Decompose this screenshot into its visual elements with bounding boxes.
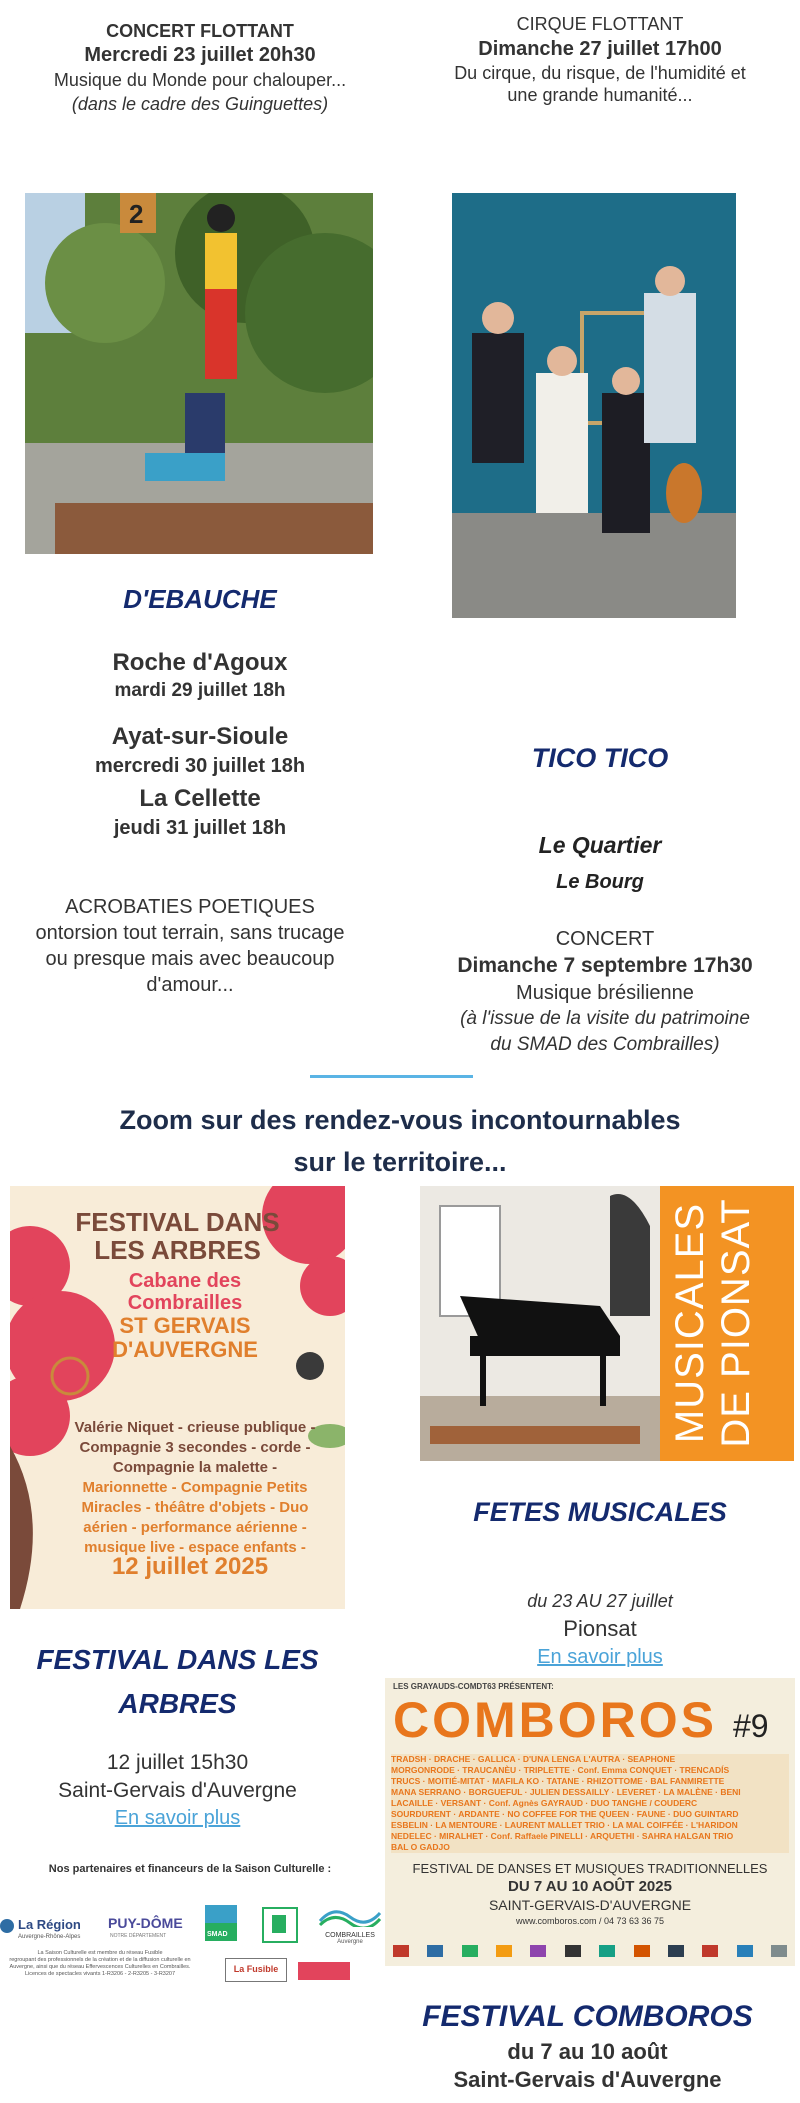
- festival-poster-lineup-7: musique live - espace enfants -: [84, 1539, 306, 1556]
- zoom-heading-line-1: Zoom sur des rendez-vous incontournables: [119, 1105, 681, 1135]
- comboros-poster-web: www.comboros.com / 04 73 63 36 75: [515, 1916, 665, 1926]
- comboros-title: FESTIVAL COMBOROS: [422, 2000, 753, 2033]
- festival-poster-title-1: FESTIVAL DANS: [75, 1207, 280, 1237]
- fetes-details: [400, 1588, 800, 1670]
- partners-fine-4: Licences de spectacles vivants 1-R3206 - 2-R3205 - 3-R3207: [24, 1971, 176, 1977]
- sponsor-logo-icon: [668, 1945, 684, 1957]
- festival-arbres-title-2: ARBRES: [118, 1688, 237, 1719]
- pionsat-poster[interactable]: [420, 1186, 794, 1461]
- debauche-desc-3: d'amour...: [146, 974, 234, 996]
- effervescences-logo: [298, 1962, 350, 1980]
- comboros-artists-8: NEDELEC · MIRALHET · Conf. Raffaele PINELLI · ARQUETHI · SAHRA HALGAN TRIO: [391, 1831, 734, 1841]
- combrailles-logo-name: COMBRAILLES: [325, 1932, 375, 1939]
- pionsat-poster-text: [660, 1186, 794, 1461]
- festival-poster-lineup: [50, 1418, 340, 1558]
- festival-arbres-title-1: FESTIVAL DANS LES: [36, 1644, 319, 1675]
- debauche-place-2: Ayat-sur-Sioule: [111, 723, 289, 750]
- partners-title: Nos partenaires et financeurs de la Saison Culturelle :: [48, 1863, 332, 1875]
- comboros-details: [375, 2038, 800, 2094]
- cirque-block: [400, 12, 800, 106]
- concert-title: CONCERT FLOTTANT: [106, 21, 294, 41]
- comboros-poster-dates: DU 7 AU 10 AOÛT 2025: [508, 1878, 672, 1895]
- festival-poster-lineup-5: Miracles - théâtre d'objets - Duo: [81, 1499, 309, 1516]
- tico-place: Le Quartier: [538, 832, 662, 858]
- debauche-place-1: Roche d'Agoux: [112, 649, 288, 676]
- fusible-logo: La Fusible: [225, 1958, 287, 1982]
- region-logo-sub: Auvergne-Rhône-Alpes: [18, 1934, 81, 1940]
- puydome-logo-sub: NOTRE DÉPARTEMENT: [110, 1933, 167, 1939]
- debauche-date-2: mercredi 30 juillet 18h: [94, 755, 306, 777]
- debauche-desc-block: [0, 894, 390, 998]
- sponsor-logo-icon: [634, 1945, 650, 1957]
- combrailles-logo-sub: Auvergne: [337, 1939, 363, 1945]
- tico-tico-photo-art: [452, 193, 736, 618]
- tico-note-1: (à l'issue de la visite du patrimoine: [460, 1008, 750, 1029]
- combrailles-wave-icon: [318, 1905, 382, 1927]
- fetes-title: FETES MUSICALES: [473, 1497, 727, 1527]
- festival-poster-lineup-1: Valérie Niquet - crieuse publique -: [74, 1419, 316, 1436]
- zoom-heading: [0, 1099, 800, 1183]
- festival-poster-title: [10, 1208, 345, 1264]
- tico-title: TICO TICO: [531, 743, 669, 773]
- leader-logo-icon: [272, 1915, 286, 1933]
- debauche-date-1: mardi 29 juillet 18h: [114, 680, 286, 701]
- tico-sub: Le Bourg: [556, 871, 644, 893]
- comboros-artists-9: BAL O GADJO: [391, 1842, 450, 1852]
- comboros-artists-3: TRUCS · MOITIÉ-MITAT · MAFILA KO · TATANE · RHIZOTTOME · BAL FANMIRETTE: [391, 1776, 725, 1786]
- comboros-poster-artists: [391, 1754, 789, 1853]
- tico-date: Dimanche 7 septembre 17h30: [457, 954, 753, 977]
- festival-poster-title-2: LES ARBRES: [94, 1235, 261, 1265]
- debauche-place-3: La Cellette: [139, 785, 261, 812]
- debauche-dates: [0, 648, 400, 842]
- svg-text:2: 2: [129, 199, 144, 229]
- sponsor-logo-icon: [496, 1945, 512, 1957]
- festival-poster-venue: [50, 1270, 320, 1362]
- cirque-desc-1: Du cirque, du risque, de l'humidité et: [454, 63, 746, 83]
- acrobat-photo: [25, 193, 373, 554]
- comboros-poster-edition: #9: [733, 1708, 769, 1744]
- festival-arbres-link[interactable]: En savoir plus: [114, 1807, 241, 1829]
- comboros-artists-1: TRADSH · DRACHE · GALLICA · D'UNA LENGA L'AUTRA · SEAPHONE: [391, 1754, 676, 1764]
- comboros-poster-town: SAINT-GERVAIS-D'AUVERGNE: [488, 1897, 692, 1913]
- comboros-poster-tagline: FESTIVAL DE DANSES ET MUSIQUES TRADITIONNELLES: [412, 1861, 768, 1876]
- smad-logo-name: SMAD: [207, 1931, 228, 1938]
- concert-date: Mercredi 23 juillet 20h30: [84, 44, 316, 66]
- festival-poster-lineup-2: Compagnie 3 secondes - corde -: [79, 1439, 311, 1456]
- festival-arbres-details: [0, 1749, 355, 1831]
- comboros-artists-4: MANA SERRANO · BORGUEFUL · JULIEN DESSAILLY · LEVERET · LA MALÈNE · BENI: [391, 1787, 741, 1797]
- festival-arbres-poster[interactable]: [10, 1186, 345, 1609]
- pionsat-poster-text-2: DE PIONSAT: [714, 1198, 758, 1448]
- puydome-logo-name: PUY-DÔME: [108, 1915, 183, 1931]
- festival-arbres-title: [0, 1638, 355, 1726]
- fetes-place: Pionsat: [563, 1616, 637, 1641]
- acrobat-photo-art: [25, 193, 373, 554]
- debauche-title: D'EBAUCHE: [123, 584, 277, 614]
- comboros-poster[interactable]: [385, 1678, 795, 1966]
- comboros-sponsor-logos: [393, 1942, 787, 1960]
- tico-tico-photo: [452, 193, 736, 618]
- tico-type: CONCERT: [555, 928, 655, 950]
- sponsor-logo-icon: [393, 1945, 409, 1957]
- festival-poster-venue-1: Cabane des: [128, 1270, 242, 1292]
- festival-poster-lineup-6: aérien - performance aérienne -: [83, 1519, 307, 1536]
- tico-note-2: du SMAD des Combrailles): [490, 1034, 720, 1055]
- concert-block: [0, 20, 400, 116]
- festival-arbres-date: 12 juillet 15h30: [106, 1751, 249, 1774]
- debauche-date-3: jeudi 31 juillet 18h: [113, 817, 287, 839]
- festival-poster-town-1: ST GERVAIS: [119, 1313, 251, 1338]
- cirque-desc-2: une grande humanité...: [507, 85, 693, 105]
- concert-desc: Musique du Monde pour chalouper...: [53, 70, 347, 90]
- sponsor-logo-icon: [737, 1945, 753, 1957]
- section-divider: [310, 1075, 473, 1078]
- pionsat-poster-text-1: MUSICALES: [668, 1202, 712, 1444]
- comboros-poster-name: COMBOROS: [393, 1692, 717, 1748]
- zoom-heading-line-2: sur le territoire...: [293, 1147, 507, 1177]
- partners-fine-2: regroupant des professionnels de la création et de la diffusion culturelle en: [9, 1957, 191, 1963]
- comboros-artists-6: SOURDURENT · ARDANTE · NO COFFEE FOR THE QUEEN · FAUNE · DUO GUINTARD: [391, 1809, 739, 1819]
- comboros-poster-info: [385, 1860, 795, 1928]
- sponsor-logo-icon: [771, 1945, 787, 1957]
- combrailles-logo: [318, 1905, 382, 1945]
- festival-poster-date: 12 juillet 2025: [111, 1553, 269, 1580]
- comboros-artists-7: ESBELIN · LA MENTOURE · LAURENT MALLET TRIO · LA MAL COIFFÉE · L'HARIDON: [391, 1820, 738, 1830]
- festival-arbres-place: Saint-Gervais d'Auvergne: [58, 1779, 297, 1802]
- partners-fine-3: Auvergne, ainsi que du réseau Effervescences Culturelles en Combrailles.: [9, 1964, 191, 1970]
- sponsor-logo-icon: [427, 1945, 443, 1957]
- region-logo-icon: [0, 1919, 14, 1933]
- region-logo-name: La Région: [18, 1917, 81, 1932]
- smad-logo: [205, 1905, 237, 1941]
- pionsat-poster-vertical: [667, 1186, 759, 1461]
- fetes-link[interactable]: En savoir plus: [537, 1646, 663, 1668]
- sponsor-logo-icon: [599, 1945, 615, 1957]
- debauche-genre: ACROBATIES POETIQUES: [65, 896, 315, 918]
- comboros-artists-2: MORGONRODE · TRAUCANÈU · TRIPLETTE · Conf. Emma CONQUET · TRENCADÍS: [391, 1765, 730, 1775]
- debauche-desc-1: ontorsion tout terrain, sans trucage: [35, 922, 345, 944]
- tico-genre: Musique brésilienne: [516, 982, 694, 1004]
- partners-fine-print: [0, 1950, 200, 1978]
- festival-poster-venue-2: Combrailles: [127, 1292, 243, 1314]
- partners-fine-1: La Saison Culturelle est membre du réseau Fusible: [37, 1950, 163, 1956]
- cirque-title: CIRQUE FLOTTANT: [516, 14, 684, 34]
- festival-poster-lineup-4: Marionnette - Compagnie Petits: [82, 1479, 308, 1496]
- festival-poster-town-2: D'AUVERGNE: [112, 1337, 258, 1362]
- sponsor-logo-icon: [530, 1945, 546, 1957]
- concert-note: (dans le cadre des Guinguettes): [71, 94, 329, 114]
- debauche-desc-2: ou presque mais avec beaucoup: [45, 948, 335, 970]
- fetes-date: du 23 AU 27 juillet: [527, 1591, 673, 1611]
- tico-details: [410, 926, 800, 1058]
- comboros-artists-5: LACAILLE · VERSANT · Conf. Agnès GAYRAUD · DUO TANGHE / COUDERC: [391, 1798, 698, 1808]
- festival-poster-lineup-3: Compagnie la malette -: [112, 1459, 278, 1476]
- sponsor-logo-icon: [702, 1945, 718, 1957]
- sponsor-logo-icon: [462, 1945, 478, 1957]
- sponsor-logo-icon: [565, 1945, 581, 1957]
- comboros-poster-presents: LES GRAYAUDS-COMDT63 PRÉSENTENT:: [393, 1682, 554, 1691]
- leader-logo: [262, 1907, 298, 1943]
- comboros-place: Saint-Gervais d'Auvergne: [453, 2067, 722, 2092]
- cirque-date: Dimanche 27 juillet 17h00: [478, 38, 722, 60]
- comboros-date: du 7 au 10 août: [507, 2039, 668, 2064]
